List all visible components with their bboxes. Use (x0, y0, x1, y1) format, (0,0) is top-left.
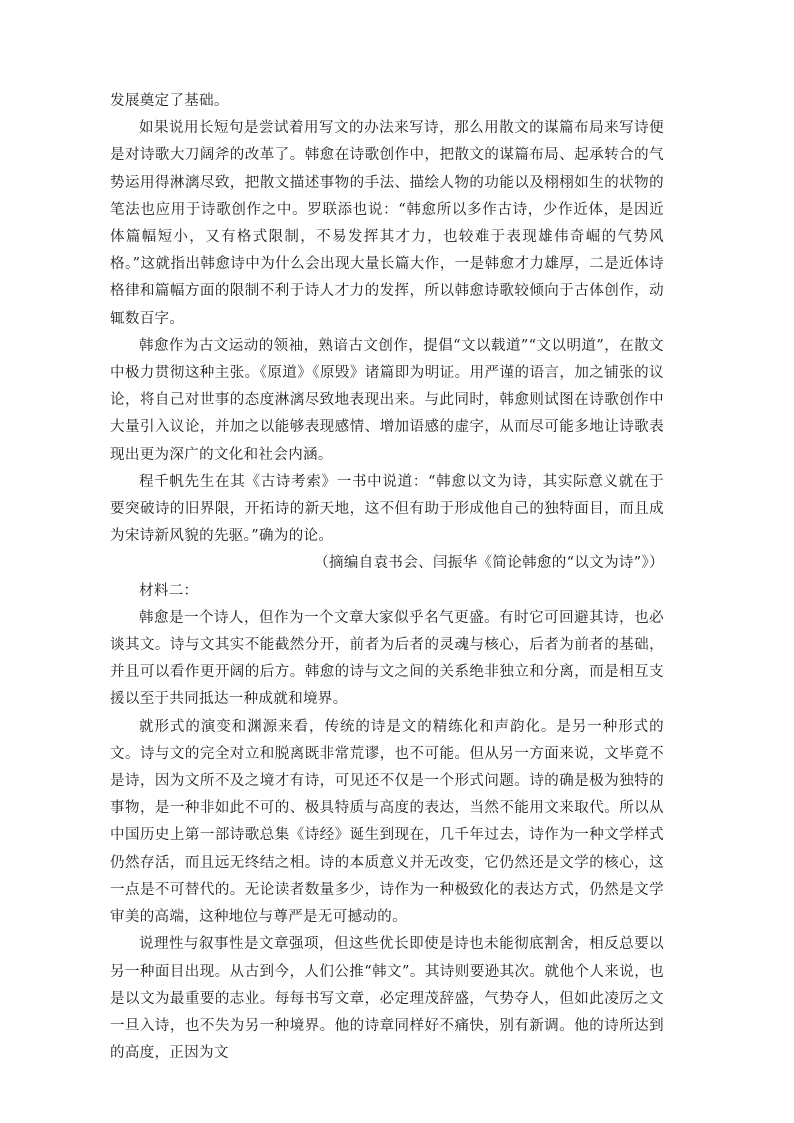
paragraph-poet-and-prose: 韩愈是一个诗人，但作为一个文章大家似乎名气更盛。有时它可回避其诗，也必谈其文。诗与文其实不能截然分开，前者为后者的灵魂与核心，后者为前者的基础，并且可以看作更开阔的后方。韩愈的诗与文之间的关系绝非独立和分离，而是相互支援以至于共同抵达一种成就和境界。 (110, 609, 664, 708)
document-body (110, 88, 664, 1067)
paragraph-form-evolution: 就形式的演变和渊源来看，传统的诗是文的精练化和声韵化。是另一种形式的文。诗与文的完全对立和脱离既非常荒谬，也不可能。但从另一方面来说，文毕竟不是诗，因为文所不及之境才有诗，可见还不仅是一个形式问题。诗的确是极为独特的事物，是一种非如此不可的、极具特质与高度的表达，当然不能用文来取代。所以从中国历史上第一部诗歌总集《诗经》诞生到现在，几千年过去，诗作为一种文学样式仍然存活，而且远无终结之相。诗的本质意义并无改变，它仍然还是文学的核心，这一点是不可替代的。无论读者数量多少，诗作为一种极致化的表达方式，仍然是文学审美的高端，这种地位与尊严是无可撼动的。 (110, 718, 664, 926)
material-two-heading: 材料二： (139, 582, 199, 599)
source-citation: （摘编自袁书会、闫振华《简论韩愈的“以文为诗”》） (314, 555, 664, 572)
paragraph-classical-prose-movement: 韩愈作为古文运动的领袖，熟谙古文创作，提倡“文以载道”“文以明道”，在散文中极力贯彻这种主张。《原道》《原毁》诸篇即为明证。用严谨的语言，加之铺张的议论，将自己对世事的态度淋漓尽致地表现出来。与此同时，韩愈则试图在诗歌创作中大量引入议论，并加之以能够表现感情、增加语感的虚字，从而尽可能多地让诗歌表现出更为深广的文化和社会内涵。 (110, 337, 664, 463)
paragraph-continuation: 发展奠定了基础。 (110, 93, 229, 109)
paragraph-long-short-sentences: 如果说用长短句是尝试着用写文的办法来写诗，那么用散文的谋篇布局来写诗便是对诗歌大刀阔斧的改革了。韩愈在诗歌创作中，把散文的谋篇布局、起承转合的气势运用得淋漓尽致，把散文描述事物的手法、描绘人物的功能以及栩栩如生的状物的笔法也应用于诗歌创作之中。罗联添也说：“韩愈所以多作古诗，少作近体，是因近体篇幅短小，又有格式限制，不易发挥其才力，也较难于表现雄伟奇崛的气势风格。”这就指出韩愈诗中为什么会出现大量长篇大作，一是韩愈才力雄厚，二是近体诗格律和篇幅方面的限制不利于诗人才力的发挥，所以韩愈诗歌较倾向于古体创作，动辄数百字。 (110, 120, 664, 327)
paragraph-reasoning-narrative: 说理性与叙事性是文章强项，但这些优长即使是诗也未能彻底割舍，相反总要以另一种面目出现。从古到今，人们公推“韩文”。其诗则要逊其次。就他个人来说，也是以文为最重要的志业。每每书写文章，必定理茂辞盛，气势夺人，但如此凌厉之文一旦入诗，也不失为另一种境界。他的诗章同样好不痛快，别有新调。他的诗所达到的高度，正因为文 (110, 936, 664, 1062)
paragraph-cheng-qianfan-quote: 程千帆先生在其《古诗考索》一书中说道：“韩愈以文为诗，其实际意义就在于要突破诗的旧界限，开拓诗的新天地，这不但有助于形成他自己的独特面目，而且成为宋诗新风貌的先驱。”确为的论。 (110, 473, 664, 545)
